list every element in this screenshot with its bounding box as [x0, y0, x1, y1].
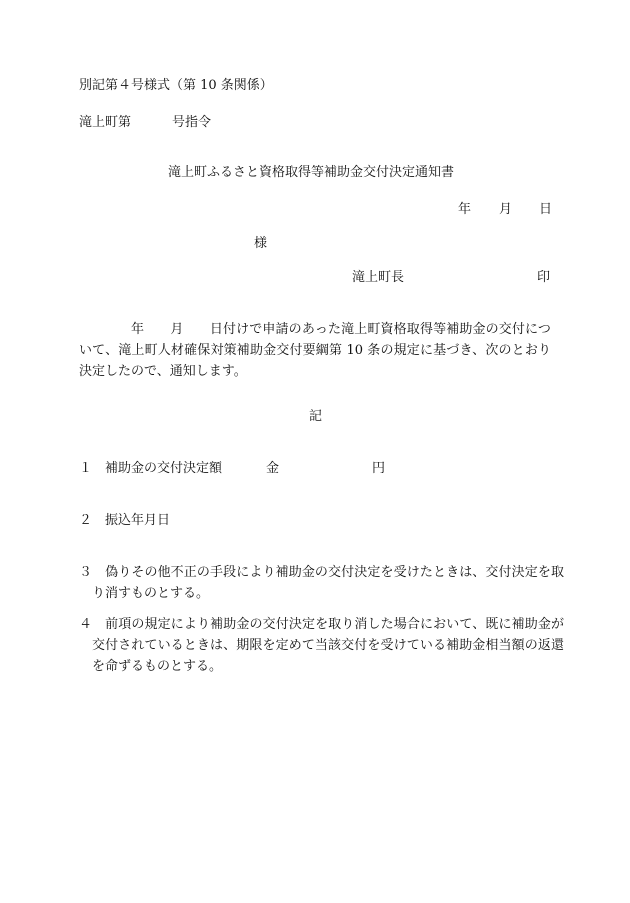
issuer-seal: 印	[537, 270, 551, 285]
body-paragraph	[79, 319, 551, 382]
item-text: 偽りその他不正の手段により補助金の交付決定を受けたときは、交付決定を取り消すものとする。	[92, 565, 564, 601]
form-reference: 別記第４号様式（第 10 条関係）	[79, 78, 273, 93]
document-number-suffix: 号指令	[172, 115, 212, 130]
item-number: ４	[79, 617, 93, 632]
item-number: １	[79, 461, 93, 476]
note-heading: 記	[309, 409, 323, 424]
amount-prefix: 金	[266, 461, 280, 476]
item-label: 振込年月日	[105, 513, 171, 528]
item-1	[79, 458, 551, 479]
item-number: ３	[79, 565, 93, 580]
date-month: 月	[499, 202, 513, 217]
item-text: 前項の規定により補助金の交付決定を取り消した場合において、既に補助金が交付されているときは、期限を定めて当該交付を受けている補助金相当額の返還を命ずるものとする。	[92, 617, 564, 674]
date-day: 日	[539, 202, 553, 217]
document-number-prefix: 滝上町第	[79, 115, 132, 130]
item-4	[79, 614, 564, 677]
item-number: ２	[79, 513, 93, 528]
body-year: 年	[131, 322, 145, 337]
amount-unit: 円	[372, 461, 386, 476]
date-year: 年	[458, 202, 472, 217]
body-month: 月	[170, 322, 184, 337]
document-title: 滝上町ふるさと資格取得等補助金交付決定通知書	[168, 165, 455, 180]
issuer-name: 滝上町長	[352, 270, 405, 285]
item-3	[79, 562, 564, 604]
item-label: 補助金の交付決定額	[105, 461, 223, 476]
body-text: 日付けで申請のあった滝上町資格取得等補助金の交付について、滝上町人材確保対策補助金交付要綱第 10 条の規定に基づき、次のとおり決定したので、通知します。	[79, 322, 551, 379]
addressee-honorific: 様	[254, 236, 268, 251]
item-2	[79, 510, 551, 531]
